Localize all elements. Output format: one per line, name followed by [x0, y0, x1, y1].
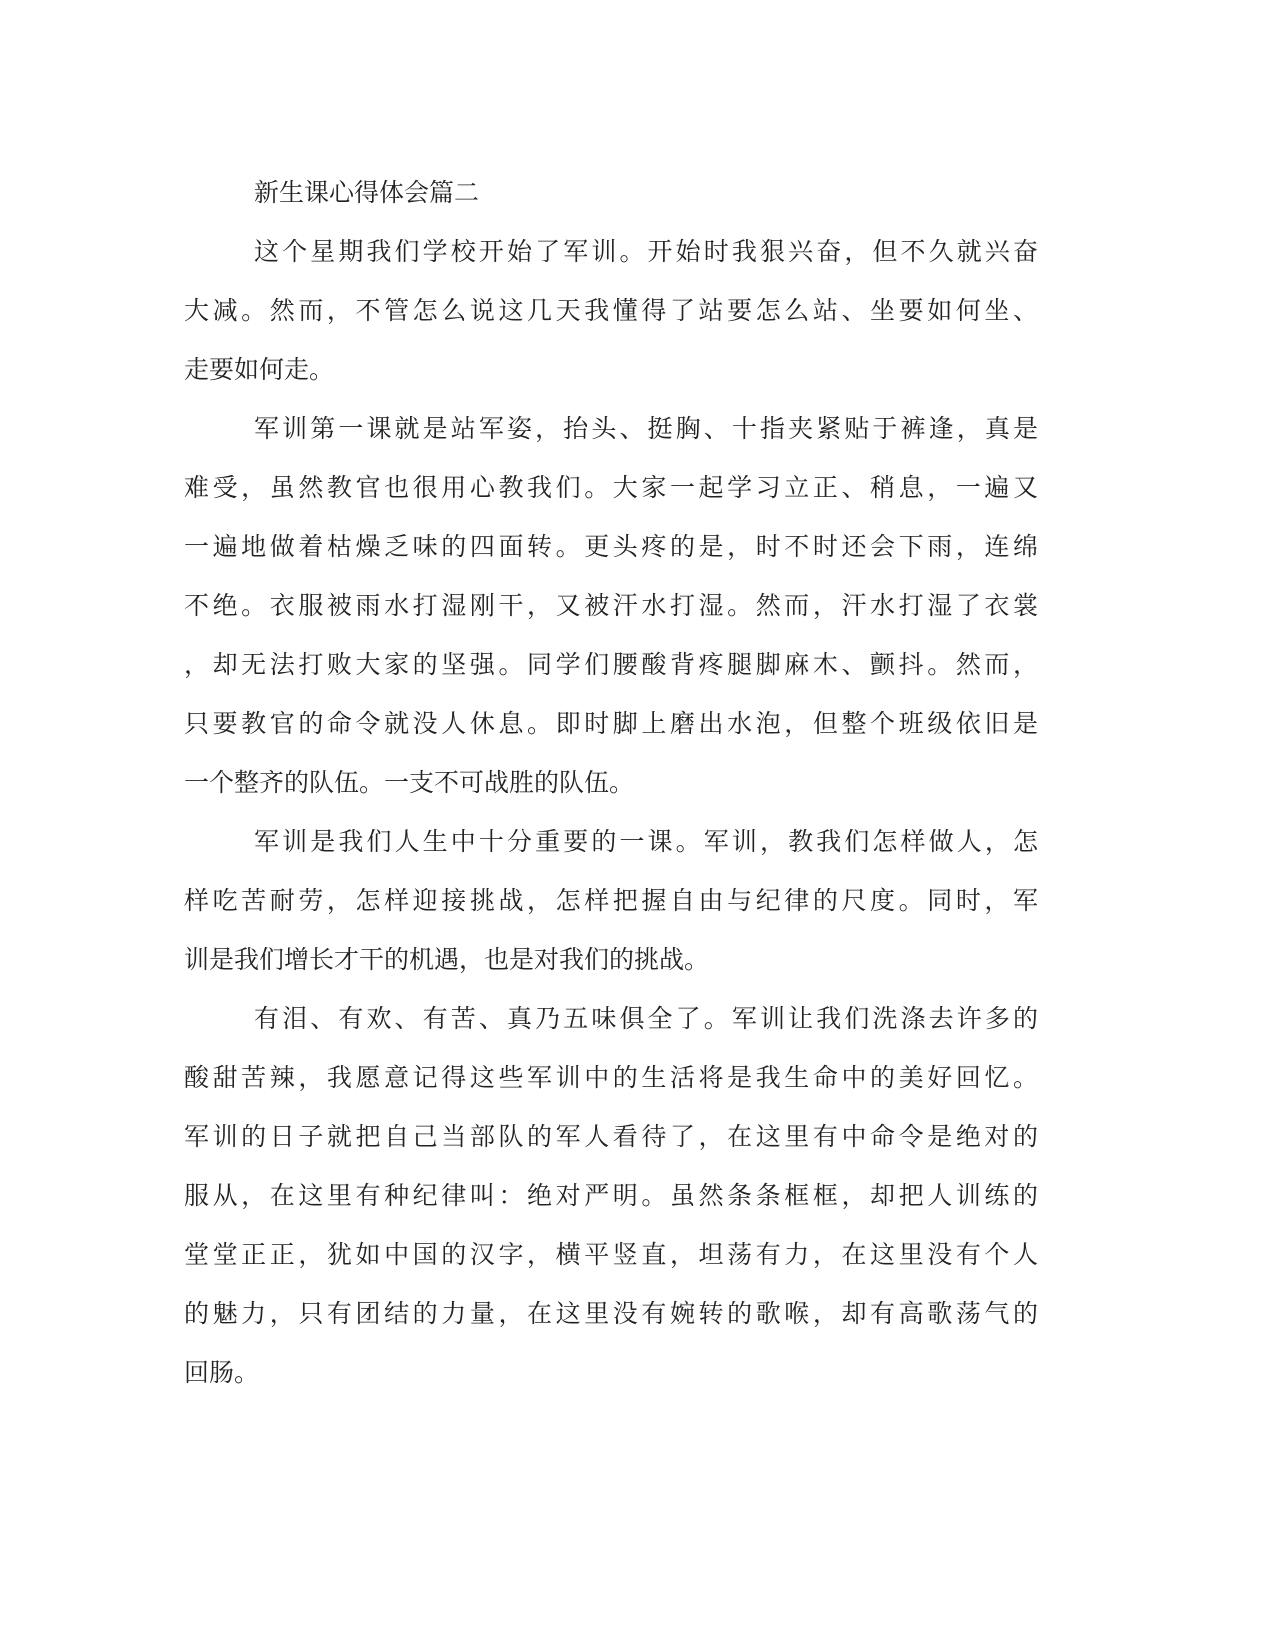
paragraph-1 — [184, 222, 1038, 399]
paragraph-line: 军训第一课就是站军姿，抬头、挺胸、十指夹紧贴于裤逢，真是 — [254, 414, 1038, 443]
paragraph-line: 大减。然而，不管怎么说这几天我懂得了站要怎么站、坐要如何坐、 — [184, 296, 1038, 325]
paragraph-line: 一遍地做着枯燥乏味的四面转。更头疼的是，时不时还会下雨，连绵 — [184, 532, 1038, 561]
paragraph-line: 不绝。衣服被雨水打湿刚干，又被汗水打湿。然而，汗水打湿了衣裳 — [184, 591, 1038, 620]
paragraph-line: 训是我们增长才干的机遇，也是对我们的挑战。 — [184, 945, 710, 974]
paragraph-line: 军训的日子就把自己当部队的军人看待了，在这里有中命令是绝对的 — [184, 1122, 1038, 1151]
paragraph-line: 堂堂正正，犹如中国的汉字，横平竖直，坦荡有力，在这里没有个人 — [184, 1240, 1038, 1269]
paragraph-line: 有泪、有欢、有苦、真乃五味俱全了。军训让我们洗涤去许多的 — [254, 1004, 1038, 1033]
paragraph-line: ，却无法打败大家的坚强。同学们腰酸背疼腿脚麻木、颤抖。然而， — [184, 650, 1038, 679]
paragraph-line: 服从，在这里有种纪律叫：绝对严明。虽然条条框框，却把人训练的 — [184, 1181, 1038, 1210]
document-body — [184, 163, 1038, 1402]
paragraph-line: 这个星期我们学校开始了军训。开始时我狠兴奋，但不久就兴奋 — [254, 237, 1038, 266]
paragraph-line: 只要教官的命令就没人休息。即时脚上磨出水泡，但整个班级依旧是 — [184, 709, 1038, 738]
paragraph-line: 的魅力，只有团结的力量，在这里没有婉转的歌喉，却有高歌荡气的 — [184, 1299, 1038, 1328]
paragraph-3 — [184, 812, 1038, 989]
paragraph-line: 走要如何走。 — [184, 355, 335, 384]
page-title: 新生课心得体会篇二 — [254, 178, 480, 207]
paragraph-line: 酸甜苦辣，我愿意记得这些军训中的生活将是我生命中的美好回忆。 — [184, 1063, 1038, 1092]
paragraph-line: 难受，虽然教官也很用心教我们。大家一起学习立正、稍息，一遍又 — [184, 473, 1038, 502]
paragraph-4 — [184, 989, 1038, 1402]
paragraph-line: 一个整齐的队伍。一支不可战胜的队伍。 — [184, 768, 635, 797]
paragraph-line: 军训是我们人生中十分重要的一课。军训，教我们怎样做人，怎 — [254, 827, 1038, 856]
paragraph-2 — [184, 399, 1038, 812]
paragraph-line: 样吃苦耐劳，怎样迎接挑战，怎样把握自由与纪律的尺度。同时，军 — [184, 886, 1038, 915]
paragraph-line: 回肠。 — [184, 1358, 260, 1387]
